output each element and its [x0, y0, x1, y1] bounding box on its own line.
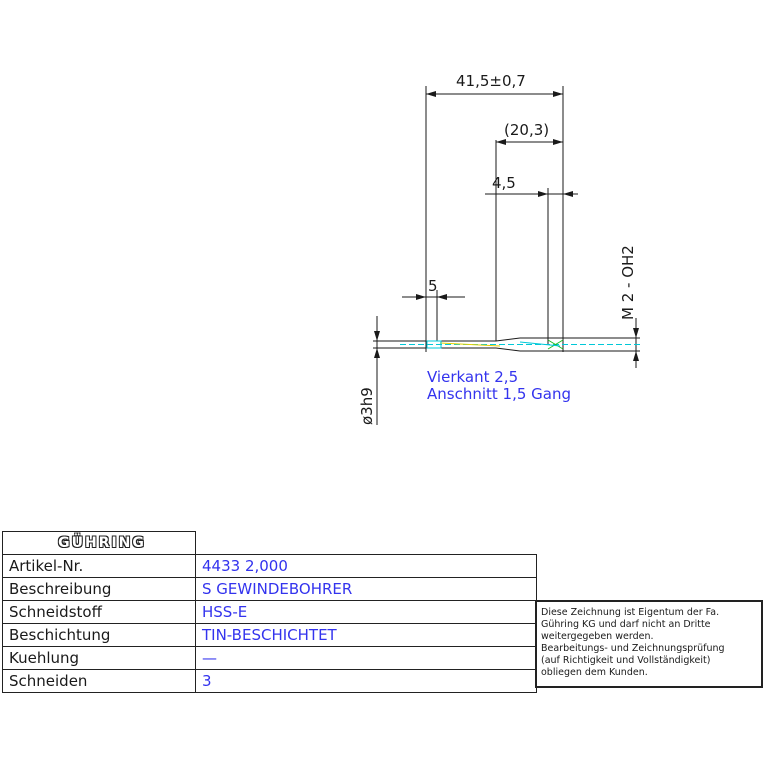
note-anschnitt: Anschnitt 1,5 Gang	[427, 385, 572, 403]
arrow-ref-right	[553, 139, 563, 145]
table-row	[3, 624, 537, 647]
row-label: Schneiden	[3, 670, 196, 693]
notice-line: (auf Richtigkeit und Vollständigkeit)	[541, 655, 711, 666]
tool-bottom-taper	[496, 348, 520, 351]
arrow-thread-top	[633, 328, 639, 338]
row-label: Artikel-Nr.	[3, 555, 196, 578]
note-vierkant: Vierkant 2,5	[427, 368, 519, 386]
arrow-thread-bottom	[633, 351, 639, 361]
arrow-45-left	[538, 191, 548, 197]
notice-line: obliegen dem Kunden.	[541, 667, 648, 678]
row-label: Beschreibung	[3, 578, 196, 601]
row-label: Schneidstoff	[3, 601, 196, 624]
row-label: Beschichtung	[3, 624, 196, 647]
table-row	[3, 670, 537, 693]
table-row	[3, 647, 537, 670]
brand-logo: GÜHRING	[3, 532, 196, 555]
arrow-5-left	[416, 294, 426, 300]
row-value: 3	[196, 670, 537, 693]
thread-label: M 2 - OH2	[619, 245, 637, 320]
row-label: Kuehlung	[3, 647, 196, 670]
title-block-table	[2, 531, 537, 693]
dim-45-label: 4,5	[492, 174, 516, 192]
table-row	[3, 555, 537, 578]
notice-line: Gühring KG und darf nicht an Dritte	[541, 619, 711, 630]
row-value: HSS-E	[196, 601, 537, 624]
arrow-overall-left	[426, 91, 436, 97]
notice-line: weitergegeben werden.	[541, 631, 654, 642]
dim-5-label: 5	[428, 277, 438, 295]
diameter-label: ø3h9	[358, 387, 376, 425]
arrow-45-right	[563, 191, 573, 197]
table-row	[3, 578, 537, 601]
arrow-dia-bottom	[374, 348, 380, 358]
notice-line: Bearbeitungs- und Zeichnungsprüfung	[541, 643, 725, 654]
row-value: S GEWINDEBOHRER	[196, 578, 537, 601]
arrow-ref-left	[496, 139, 506, 145]
notice-line: Diese Zeichnung ist Eigentum der Fa.	[541, 607, 720, 618]
row-value: —	[196, 647, 537, 670]
row-value: 4433 2,000	[196, 555, 537, 578]
dim-ref-label: (20,3)	[504, 121, 550, 139]
tool-top-taper	[496, 338, 520, 341]
arrow-dia-top	[374, 331, 380, 341]
table-row	[3, 601, 537, 624]
arrow-overall-right	[553, 91, 563, 97]
row-value: TIN-BESCHICHTET	[196, 624, 537, 647]
ownership-notice	[535, 600, 763, 688]
arrow-5-right	[437, 294, 447, 300]
dim-overall-label: 41,5±0,7	[456, 72, 526, 90]
